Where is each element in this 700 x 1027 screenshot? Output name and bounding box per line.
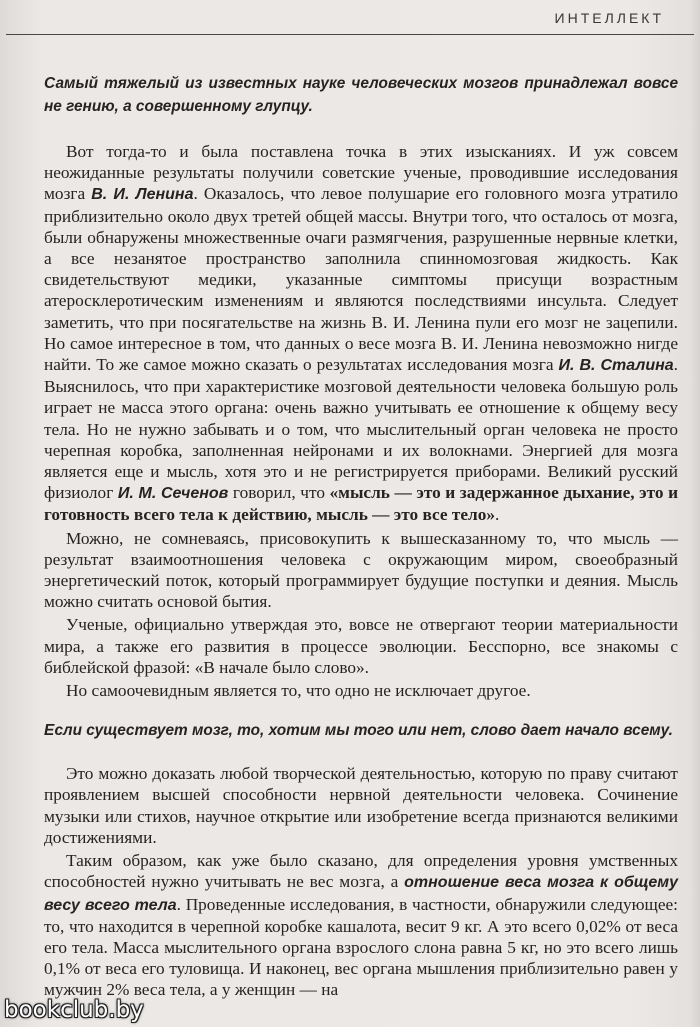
watermark: bookclub.by [4,997,144,1023]
sechenov-quote: «мысль — это и задержанное дыхание, это и готовность всего тела к действию, мысль — это все тело» [44,483,679,525]
name-sechenov: И. М. Сеченов [117,485,229,503]
header-title: ИНТЕЛЛЕКТ [554,10,664,26]
emphasis-ratio: отношение веса мозга к общему весу всего тела [44,874,679,914]
paragraph-6-part-a: Таким образом, как уже было сказано, для определения уровня умственных способностей нужно учитывать не вес мозга, а [44,851,678,892]
name-lenin: В. И. Ленина [91,186,194,204]
paragraph-5: Это можно доказать любой творческой деятельностью, которую по праву считают проявлением высшей способности нервной деятельности человека. Сочинение музыки или стихов, научное открытие или изобретение всегда признаются великими достижениями. [44,764,678,847]
paragraph-4: Но самоочевидным является то, что одно не исключает другое. [66,681,531,701]
page-body [44,72,678,1001]
paragraph-3: Ученые, официально утверждая это, вовсе не отвергают теории материальности мира, а также его развития в процессе эволюции. Бесспорно, все знакомы с библейской фразой: «В начале было слово». [44,615,678,677]
running-header [0,0,700,44]
page-edge-shadow [690,0,700,1027]
paragraph-1-part-d: говорил, что [228,483,330,503]
paragraph-6-part-b: . Проведенные исследования, в частности, обнаружили следующее: то, что находится в черепной коробке кашалота, весит 9 кг. А это всего 0,02% от веса его тела. Масса мыслительного органа взрослого слона равна 5 кг, но это всего лишь 0,1% от веса его туловища. И наконец, вес органа мышления приблизительно равен у мужчин 2% веса тела, а у женщин — на [44,894,678,1000]
pull-quote-2: Если существует мозг, то, хотим мы того или нет, слово дает начало всему. [44,722,673,740]
paragraph-1 [44,141,678,526]
paragraph-2: Можно, не сомневаясь, присовокупить к вышесказанному то, что мысль — результат взаимоотношения человека с окружающим миром, своеобразный энергетический поток, который программирует будущие поступки и деяния. Мысль можно считать основой бытия. [44,528,678,612]
paragraph-1-part-b: . Оказалось, что левое полушарие его головного мозга утратило приблизительно около двух третей общей массы. Внутри того, что осталось от мозга, были обнаружены множественные очаги размягчения, разрушенные нервные клетки, а все незанятое пространство заполнила спинномозговая жидкость. Как свидетельствуют медики, указанные симптомы присущи возрастным атеросклеротическим изменениям и являются последствиями инсульта. Следует заметить, что при посягательстве на жизнь В. И. Ленина пули его мозг не зацепили. Но самое интересное в том, что данных о весе мозга В. И. Ленина невозможно нигде найти. То же самое можно сказать о результатах исследования мозга [44,184,679,375]
paragraph-1-part-a: Вот тогда-то и была поставлена точка в этих изысканиях. И уж совсем неожиданные результаты получили советские ученые, проводившие исследования мозга [44,142,678,204]
header-rule [6,34,694,35]
paragraph-1-part-e: . [495,505,500,525]
name-stalin: И. В. Сталина [558,357,674,375]
pull-quote-1: Самый тяжелый из известных науке человеческих мозгов принадлежал вовсе не гению, а совершенному глупцу. [44,75,678,115]
paragraph-1-part-c: . Выяснилось, что при характеристике мозговой деятельности человека большую роль играет не масса этого органа: очень важно учитывать ее отношение к общему весу тела. Но не нужно забывать и о том, что мыслительный орган человека не просто черепная коробка, заполненная нейронами и их волокнами. Энергией для мозга является еще и мысль, хотя это и не регистрируется приборами. Великий русский физиолог [44,355,678,503]
paragraph-6 [44,850,678,1000]
